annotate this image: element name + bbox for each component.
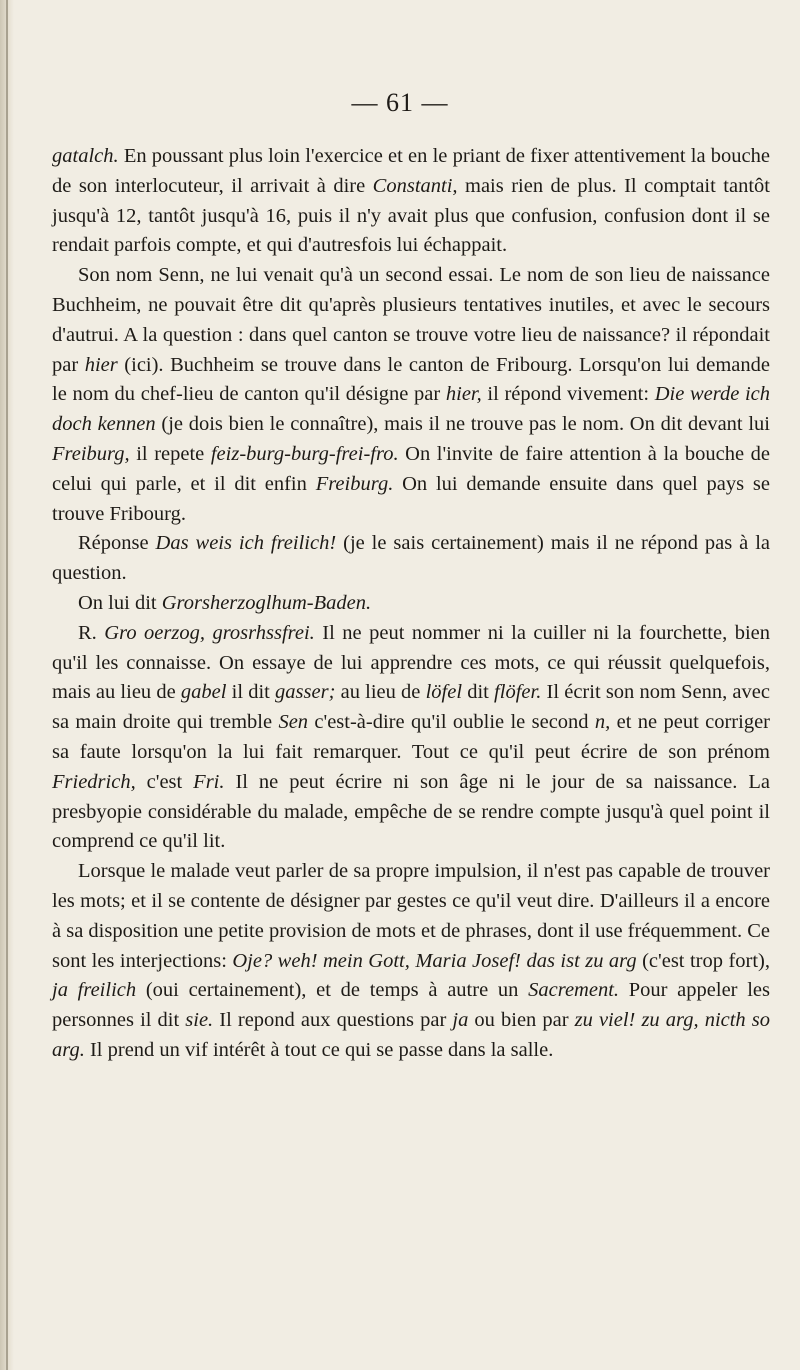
paragraph bbox=[52, 142, 770, 261]
paragraph bbox=[52, 857, 770, 1066]
text-run: Pour appeler les personnes il dit bbox=[52, 979, 770, 1032]
italic-run: Fri. bbox=[193, 770, 225, 793]
paragraph bbox=[52, 589, 770, 619]
italic-run: n, bbox=[594, 711, 611, 734]
text-run: au lieu de bbox=[335, 681, 426, 704]
paragraph bbox=[52, 529, 770, 589]
text-run: Il prend un vif intérêt à tout ce qui se passe dans la salle. bbox=[84, 1038, 554, 1061]
text-run: mais rien de plus. Il comptait tantôt jusqu'à 12, tantôt jusqu'à 16, puis il n'y avait plus que confusion, confusion dont il se rendait parfois compte, et qui d'autresfois lui échappait. bbox=[52, 174, 770, 257]
text-run: On l'invite de faire attention à la bouche de celui qui parle, et il dit enfin bbox=[52, 442, 770, 495]
italic-run: gasser; bbox=[275, 681, 336, 704]
text-run: et ne peut corriger sa faute lorsqu'on la lui fait remarquer. Tout ce qu'il peut écrire de son prénom bbox=[52, 711, 770, 763]
italic-run: Die werde ich doch kennen bbox=[52, 383, 771, 436]
text-run: On lui demande ensuite dans quel pays se trouve Fribourg. bbox=[52, 472, 771, 525]
italic-run: Gro oerzog, grosrhssfrei. bbox=[104, 621, 315, 644]
italic-run: Constanti, bbox=[372, 174, 458, 197]
text-run: c'est bbox=[135, 770, 194, 793]
body-text bbox=[52, 142, 770, 1066]
text-run: Il ne peut écrire ni son âge ni le jour de sa naissance. La presbyopie considérable du malade, empêche de se rendre compte jusqu'à quel point il comprend ce qu'il lit. bbox=[52, 770, 770, 853]
italic-run: ja freilich bbox=[52, 979, 137, 1002]
italic-run: zu viel! zu arg, nicth so arg. bbox=[52, 1009, 770, 1061]
text-run: (je le sais certainement) mais il ne répond pas à la question. bbox=[52, 532, 770, 585]
italic-run: Freiburg. bbox=[315, 472, 394, 495]
text-run: (c'est trop fort), bbox=[636, 949, 770, 972]
binding-shadow-line bbox=[6, 0, 8, 1370]
text-run: Réponse bbox=[78, 532, 156, 555]
italic-run: hier bbox=[84, 353, 118, 376]
paragraph bbox=[52, 619, 770, 857]
text-run: Lorsque le malade veut parler de sa propre impulsion, il n'est pas capable de trouver les mots; et il se contente de désigner par gestes ce qu'il veut dire. D'ailleurs il a encore à sa disposition une petite provision de mots et de phrases, dont il use fréquemment. Ce sont les interjections: bbox=[52, 860, 770, 972]
italic-run: Das weis ich freilich! bbox=[155, 532, 337, 555]
text-run: (oui certainement), et de temps à autre un bbox=[136, 979, 529, 1002]
text-run: On lui dit bbox=[78, 591, 162, 614]
italic-run: sie. bbox=[185, 1009, 214, 1032]
text-run: En poussant plus loin l'exercice et en le priant de fixer attentivement la bouche de son interlocuteur, il arrivait à dire bbox=[52, 145, 770, 197]
text-run: Il ne peut nommer ni la cuiller ni la fourchette, bien qu'il les connaisse. On essaye de lui apprendre ces mots, ce qui réussit quelquefois, mais au lieu de bbox=[52, 621, 770, 704]
italic-run: Sen bbox=[278, 711, 309, 734]
text-run: (ici). Buchheim se trouve dans le canton de Fribourg. Lorsqu'on lui demande le nom du chef-lieu de canton qu'il désigne par bbox=[52, 353, 770, 406]
text-run: (je dois bien le connaître), mais il ne trouve pas le nom. On dit devant lui bbox=[155, 413, 770, 436]
text-run: il répond vivement: bbox=[481, 383, 655, 406]
italic-run: ja bbox=[452, 1009, 469, 1032]
italic-run: hier, bbox=[445, 383, 482, 406]
text-run: c'est-à-dire qu'il oublie le second bbox=[308, 711, 595, 734]
text-run: il dit bbox=[226, 681, 276, 704]
text-run: dit bbox=[462, 681, 495, 704]
page-number: — 61 — bbox=[351, 88, 449, 117]
italic-run: Friedrich, bbox=[52, 770, 136, 793]
text-run: Il écrit son nom Senn, avec sa main droite qui tremble bbox=[52, 681, 770, 734]
italic-run: Oje? weh! mein Gott, Maria Josef! das ist zu arg bbox=[232, 949, 637, 972]
italic-run: feiz-burg-burg-frei-fro. bbox=[210, 442, 399, 465]
paragraph bbox=[52, 261, 770, 529]
italic-run: löfel bbox=[425, 681, 463, 704]
italic-run: Sacrement. bbox=[528, 979, 620, 1002]
text-run: ou bien par bbox=[468, 1009, 575, 1032]
italic-run: flöfer. bbox=[494, 681, 542, 704]
italic-run: gatalch. bbox=[52, 145, 119, 167]
italic-run: Freiburg, bbox=[52, 442, 130, 465]
text-run: il repete bbox=[129, 442, 211, 465]
italic-run: gabel bbox=[180, 681, 227, 704]
text-run: Il repond aux questions par bbox=[213, 1009, 453, 1032]
text-run: Son nom Senn, ne lui venait qu'à un second essai. Le nom de son lieu de naissance Buchheim, ne pouvait être dit qu'après plusieurs tentatives inutiles, et avec le secours d'autrui. A la question : dans quel canton se trouve votre lieu de naissance? il répondait par bbox=[52, 264, 770, 376]
text-run: R. bbox=[78, 621, 105, 644]
italic-run: Grorsherzoglhum-Baden. bbox=[161, 591, 372, 614]
